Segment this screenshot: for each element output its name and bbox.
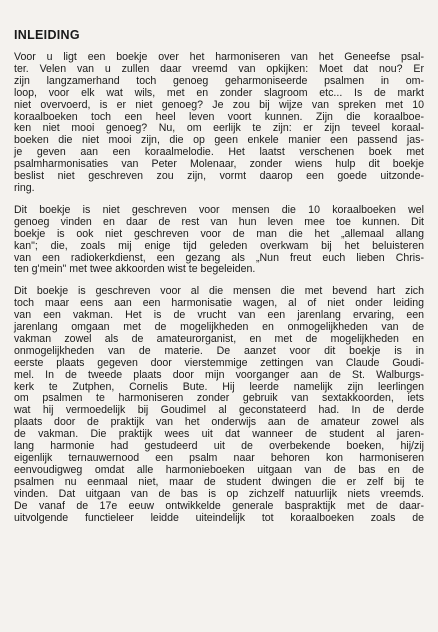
text-line: om psalmen te harmoniseren zonder gebruik van sextakkoorden, iets [14,392,424,405]
text-line: de vakman. Die praktijk wees uit dat wanneer de student al jaren- [14,428,424,441]
paragraph [14,286,424,524]
text-line: vakman zowel als de amateurorganist, en met de mogelijkheden en [14,332,424,345]
text-line: Dit boekje is niet geschreven voor mensen die 10 koraalboeken wel [14,203,424,216]
paragraph [14,52,424,195]
text-line: ten g'mein" met twee akkoorden wist te begeleiden. [14,263,256,276]
section-heading: INLEIDING [14,28,80,42]
text-line: eigenlijk ternauwernood een psalm naar behoren kon harmoniseren [14,452,424,464]
body-text [14,52,424,524]
text-line: ring. [14,181,35,194]
text-line: wat hij vermoedelijk bij Goudimel al geconstateerd had. In de derde [14,404,424,417]
text-line: jarenlang omgaan met de mogelijkheden en onmogelijkheden van de [14,321,424,334]
text-line: van een radiokerkdienst, een gezang als „Nun freut euch lieben Chris- [14,251,424,264]
text-line: onmogelijkheden van de materie. De aanzet voor dit boekje is in [14,344,424,357]
text-line: mel. In de tweede plaats door mijn voorganger aan de St. Walburgs- [14,368,424,381]
text-line: uitvolgende functieleer leidde uiteindelijk tot koraalboeken zoals de [14,511,424,524]
text-line: niet overvoerd, is er niet genoeg? Je zou bij wijze van spreken met 10 [14,98,424,111]
text-line: vinden. Dat uitgaan van de bas is op zichzelf natuurlijk niets vreemds. [14,487,424,500]
text-line: Voor u ligt een boekje over het harmoniseren van het Geneefse psal- [14,51,424,63]
text-line: zijn langzamerhand toch genoeg geharmoniseerde psalmen in om- [14,74,424,87]
text-line: eenvoudigweg omdat alle harmonieboeken uitgaan van de bas en de [14,463,424,476]
text-line: lang harmonie had gestudeerd uit de overbekende boeken, hij/zij [14,440,424,453]
text-line: psalmen nu eenmaal niet, maar de student dwingen die er zelf bij te [14,475,424,488]
text-line: genoeg vinden en daar de rest van hun leven mee toe kunnen. Dit [14,215,424,228]
text-line: loop, voor elk wat wils, met en zonder slagroom etc... Is de markt [14,86,424,99]
text-line: boekje is ook niet geschreven voor de man die het „allemaal allang [14,227,424,240]
text-line: plaats door de praktijk van het onderwijs aan de amateur zowel als [14,416,424,429]
text-line: eerste plaats gegeven door vierstemmige zettingen van Claude Goudi- [14,356,424,369]
text-line: beslist niet geschreven zou zijn, vormt daarop een goede uitzonde- [14,170,424,183]
text-line: kerk te Zutphen, Cornelis Bute. Hij leerde namelijk zijn leerlingen [14,380,424,393]
text-line: psalmharmonisaties van Peter Molenaar, zonder wiens hulp dit boekje [14,158,424,171]
text-line: Dit boekje is geschreven voor al die mensen die met bevend hart zich [14,285,424,298]
paragraph [14,205,424,276]
text-line: toch maar eens aan een harmonisatie wagen, al of niet onder leiding [14,297,424,310]
text-line: kan"; die, zoals mij enige tijd geleden overkwam bij het beluisteren [14,239,424,252]
text-line: je geven aan een koraalmelodie. Het laatst verschenen boek met [14,146,424,159]
text-line: ter. Velen van u zullen daar vreemd van opkijken: Moet dat nou? Er [14,62,424,75]
text-line: De vanaf de 17e eeuw ontwikkelde generale baspraktijk met de daar- [14,499,424,512]
text-line: van een vakman. Het is de vrucht van een jarenlang ervaring, een [14,309,424,322]
text-line: ken niet mooi genoeg? Nu, om eerlijk te zijn: er zijn teveel koraal- [14,122,424,135]
text-line: koraalboeken toch een heel leven voort kunnen. Zijn die koraalboe- [14,110,424,123]
text-line: boeken die niet mooi zijn, die op geen enkele manier een passend jas- [14,134,424,147]
